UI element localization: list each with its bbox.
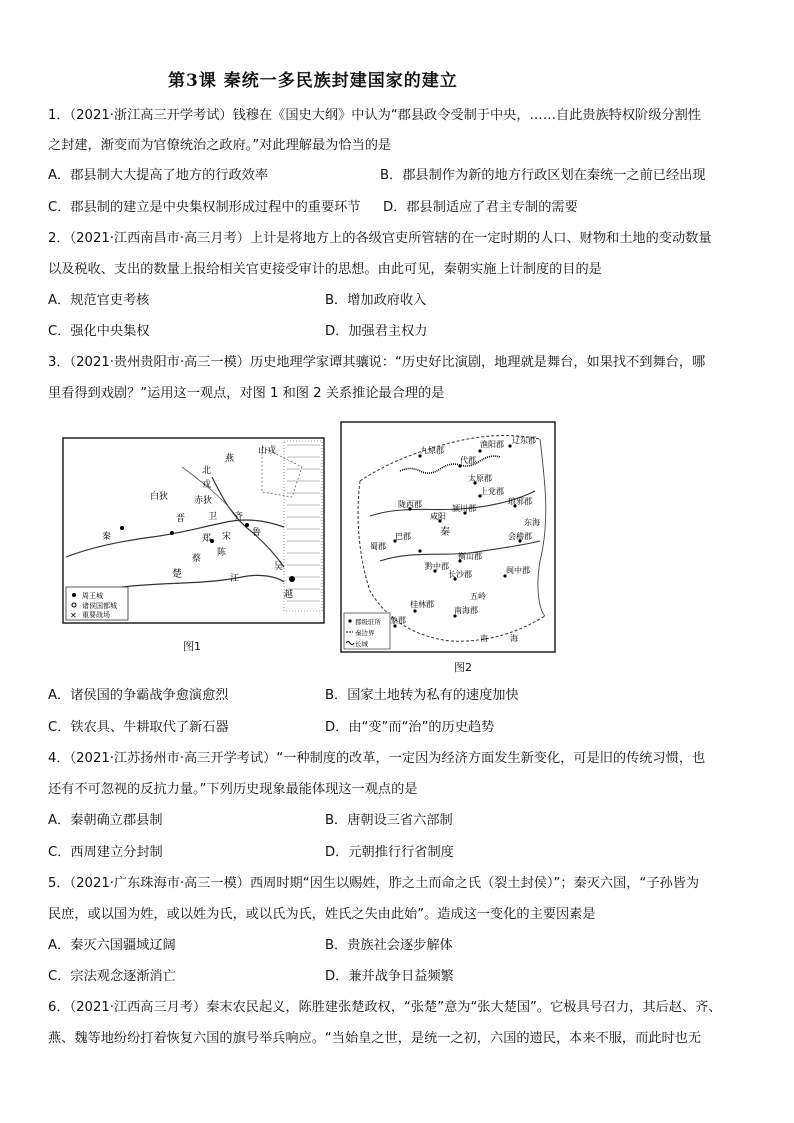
legend-seat-icon bbox=[348, 619, 351, 622]
legend-label: 诸侯国都城 bbox=[82, 602, 117, 610]
map-label: 蜀郡 bbox=[370, 542, 386, 551]
figure-2-caption: 图2 bbox=[454, 661, 472, 674]
q5-stem-line2: 民庶，或以国为姓，或以姓为氏，或以氏为氏，姓氏之失由此始”。造成这一变化的主要因素是 bbox=[48, 907, 596, 922]
q3-option-c[interactable]: C．铁农具、牛耕取代了新石器 bbox=[48, 720, 229, 735]
q1-stem-line1: 1．（2021·浙江高三开学考试）钱穆在《国史大纲》中认为“郡县政令受制于中央，……自此贵族特权阶级分割性 bbox=[48, 108, 701, 123]
map-label: 南海郡 bbox=[454, 606, 478, 615]
q5-option-b[interactable]: B．贵族社会逐步解体 bbox=[325, 938, 453, 953]
q2-stem-line2: 以及税收、支出的数量上报给相关官吏接受审计的思想。由此可见，秦朝实施上计制度的目的是 bbox=[48, 262, 602, 277]
map-label: 东海 bbox=[524, 518, 540, 527]
q6-stem-line1: 6．（2021·江西高三月考）秦末农民起义，陈胜建张楚政权，“张楚”意为“张大楚国”。它极具号召力，其后赵、齐、 bbox=[48, 1000, 722, 1015]
map-label: 燕 bbox=[225, 454, 235, 464]
map-label: 宋 bbox=[222, 532, 232, 542]
map-label: 晋 bbox=[176, 514, 186, 524]
q2-option-b[interactable]: B．增加政府收入 bbox=[325, 293, 427, 308]
q2-option-d[interactable]: D．加强君主权力 bbox=[325, 324, 428, 339]
figure-1-caption: 图1 bbox=[183, 640, 201, 653]
map-label: 会稽郡 bbox=[508, 532, 532, 541]
map-label: 陇西郡 bbox=[398, 500, 422, 509]
q5-option-c[interactable]: C．宗法观念逐渐消亡 bbox=[48, 969, 176, 984]
map-label: 江 bbox=[230, 574, 240, 584]
q3-stem-line2: 里看得到戏剧？”运用这一观点，对图 1 和图 2 关系推论最合理的是 bbox=[48, 386, 445, 401]
q4-stem-line2: 还有不可忽视的反抗力量。”下列历史现象最能体现这一观点的是 bbox=[48, 782, 418, 797]
map-label: 海 bbox=[510, 634, 518, 643]
map-label: 象郡 bbox=[390, 616, 406, 625]
q6-stem-line2: 燕、魏等地纷纷打着恢复六国的旗号举兵响应。“当始皇之世，是统一之初，六国的遗民，本来不服，而此时也无 bbox=[48, 1031, 702, 1046]
q5-option-d[interactable]: D．兼并战争日益频繁 bbox=[325, 969, 454, 984]
map-label: 赤狄 bbox=[194, 496, 213, 506]
q4-option-b[interactable]: B．唐朝设三省六部制 bbox=[325, 813, 453, 828]
map-label: 陈 bbox=[217, 548, 227, 558]
map-label: 巴郡 bbox=[395, 532, 411, 541]
map-label: 白狄 bbox=[150, 492, 169, 502]
capital-dot-icon bbox=[120, 526, 124, 530]
q3-stem-line1: 3．（2021·贵州贵阳市·高三一模）历史地理学家谭其骧说：“历史好比演剧，地理就是舞台，如果找不到舞台，哪 bbox=[48, 355, 706, 370]
legend-label: 周王城 bbox=[82, 592, 103, 600]
map-label: 五岭 bbox=[470, 592, 486, 601]
legend-label: 长城 bbox=[355, 640, 368, 648]
map-label: 鲁 bbox=[252, 528, 262, 538]
q1-option-d[interactable]: D．郡县制适应了君主专制的需要 bbox=[383, 200, 578, 215]
map-label: 琅邪郡 bbox=[508, 497, 532, 506]
map-label: 衡山郡 bbox=[458, 552, 482, 561]
legend-battle-icon: ✕ bbox=[70, 611, 77, 620]
map-label: 吴 bbox=[274, 562, 284, 572]
q4-stem-line1: 4．（2021·江苏扬州市·高三开学考试）“一种制度的改革，一定因为经济方面发生新变化，可是旧的传统习惯，也 bbox=[48, 751, 706, 766]
q4-option-c[interactable]: C．西周建立分封制 bbox=[48, 845, 163, 860]
map-label: 楚 bbox=[172, 569, 182, 580]
legend-label: 秦边界 bbox=[355, 629, 375, 637]
map-label: 九原郡 bbox=[420, 446, 444, 455]
map-label: 南 bbox=[480, 634, 488, 643]
map-label: 郑 bbox=[202, 534, 212, 544]
page-title: 第3课 秦统一多民族封建国家的建立 bbox=[168, 71, 458, 91]
map-label: 黔中郡 bbox=[425, 562, 449, 571]
q3-option-d[interactable]: D．由“变”而“治”的历史趋势 bbox=[325, 720, 495, 735]
q2-option-c[interactable]: C．强化中央集权 bbox=[48, 324, 150, 339]
map-label: 蔡 bbox=[192, 554, 202, 564]
map-label: 咸阳 bbox=[430, 512, 446, 521]
figure-2-map bbox=[340, 421, 556, 653]
legend-label: 重要战场 bbox=[82, 611, 110, 619]
map-label: 卫 bbox=[208, 512, 218, 522]
q2-option-a[interactable]: A．规范官吏考核 bbox=[48, 293, 150, 308]
q5-option-a[interactable]: A．秦灭六国疆域辽阔 bbox=[48, 938, 176, 953]
map-label: 渔阳郡 bbox=[480, 440, 504, 449]
q1-option-b[interactable]: B．郡县制作为新的地方行政区划在秦统一之前已经出现 bbox=[380, 168, 706, 183]
map-label: 齐 bbox=[234, 512, 244, 522]
map-label: 长沙郡 bbox=[448, 570, 472, 579]
map-label: 山戎 bbox=[258, 446, 277, 456]
map-label: 越 bbox=[284, 590, 294, 600]
map-label: 戎 bbox=[202, 480, 212, 490]
capital-dot-icon bbox=[245, 523, 249, 527]
q1-option-c[interactable]: C．郡县制的建立是中央集权制形成过程中的重要环节 bbox=[48, 200, 361, 215]
q3-option-a[interactable]: A．诸侯国的争霸战争愈演愈烈 bbox=[48, 688, 229, 703]
map-label: 桂林郡 bbox=[410, 600, 434, 609]
map-label: 辽东郡 bbox=[512, 436, 536, 445]
map-label: 秦 bbox=[102, 532, 112, 542]
q4-option-a[interactable]: A．秦朝确立郡县制 bbox=[48, 813, 163, 828]
q1-option-a[interactable]: A．郡县制大大提高了地方的行政效率 bbox=[48, 168, 269, 183]
figure-1-map bbox=[62, 437, 325, 624]
q1-stem-line2: 之封建，渐变而为官僚统治之政府。”对此理解最为恰当的是 bbox=[48, 138, 392, 153]
map-label: 代郡 bbox=[460, 456, 476, 465]
map-label: 颍川郡 bbox=[452, 504, 476, 513]
legend-capital-icon bbox=[72, 593, 76, 597]
legend-label: 郡级驻所 bbox=[355, 618, 381, 626]
q3-option-b[interactable]: B．国家土地转为私有的速度加快 bbox=[325, 688, 519, 703]
q5-stem-line1: 5．（2021·广东珠海市·高三一模）西周时期“因生以赐姓，胙之土而命之氏（裂土封侯）”；秦灭六国，“子孙皆为 bbox=[48, 876, 700, 891]
map-label: 北 bbox=[202, 466, 212, 476]
capital-dot-icon bbox=[170, 531, 174, 535]
map-label: 秦 bbox=[440, 527, 450, 538]
capital-dot-icon bbox=[289, 576, 295, 582]
map-label: 闽中郡 bbox=[506, 566, 530, 575]
q4-option-d[interactable]: D．元朝推行行省制度 bbox=[325, 845, 454, 860]
map-label: 上党郡 bbox=[480, 487, 504, 496]
map-label: 太原郡 bbox=[468, 474, 492, 483]
q2-stem-line1: 2．（2021·江西南昌市·高三月考）上计是将地方上的各级官吏所管辖的在一定时期的人口、财物和土地的变动数量 bbox=[48, 231, 712, 246]
